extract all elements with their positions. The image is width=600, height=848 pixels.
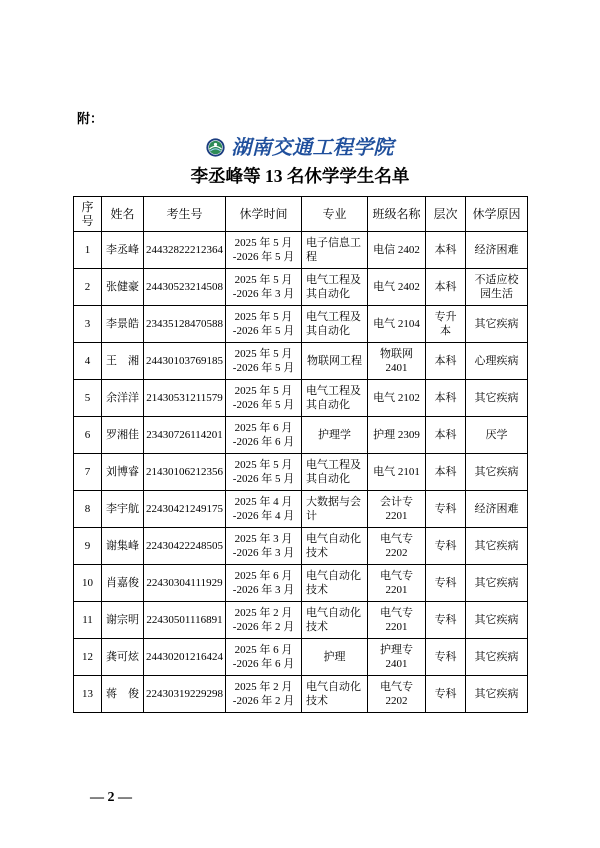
cell-level: 本科	[426, 380, 466, 417]
cell-period	[226, 232, 302, 269]
cell-exam-number: 22430304111929	[144, 565, 226, 602]
cell-serial: 10	[74, 565, 102, 602]
cell-name: 王 湘	[102, 343, 144, 380]
cell-period	[226, 676, 302, 713]
cell-serial: 9	[74, 528, 102, 565]
cell-class: 电气 2101	[368, 454, 426, 491]
period-start: 2025 年 2 月	[234, 680, 293, 693]
cell-class: 电信 2402	[368, 232, 426, 269]
major-text: 电气工程及其自动化	[306, 310, 361, 337]
cell-major	[302, 565, 368, 602]
period-start: 2025 年 2 月	[234, 606, 293, 619]
cell-exam-number: 22430501116891	[144, 602, 226, 639]
cell-exam-number: 23435128470588	[144, 306, 226, 343]
period-end: -2026 年 5 月	[232, 325, 295, 337]
cell-exam-number: 21430106212356	[144, 454, 226, 491]
period-end: -2026 年 3 月	[232, 584, 295, 596]
cell-exam-number: 23430726114201	[144, 417, 226, 454]
cell-period	[226, 380, 302, 417]
cell-period	[226, 639, 302, 676]
cell-exam-number: 24430103769185	[144, 343, 226, 380]
cell-period	[226, 306, 302, 343]
period-start: 2025 年 5 月	[234, 347, 293, 360]
cell-serial: 12	[74, 639, 102, 676]
cell-serial: 7	[74, 454, 102, 491]
cell-period	[226, 454, 302, 491]
cell-class: 电气专 2201	[368, 602, 426, 639]
cell-name: 罗湘佳	[102, 417, 144, 454]
cell-period	[226, 528, 302, 565]
period-start: 2025 年 6 月	[234, 643, 293, 656]
period-start: 2025 年 5 月	[234, 273, 293, 286]
period-start: 2025 年 5 月	[234, 384, 293, 397]
major-text: 护理	[323, 650, 346, 663]
table-row	[74, 676, 528, 713]
cell-exam-number: 22430421249175	[144, 491, 226, 528]
cell-period	[226, 565, 302, 602]
cell-reason: 心理疾病	[466, 343, 528, 380]
cell-name: 蒋 俊	[102, 676, 144, 713]
cell-exam-number: 22430319229298	[144, 676, 226, 713]
cell-period	[226, 491, 302, 528]
suspension-roster-table	[73, 196, 528, 713]
cell-class: 电气 2102	[368, 380, 426, 417]
cell-major	[302, 417, 368, 454]
school-emblem-icon	[206, 138, 225, 157]
cell-major	[302, 232, 368, 269]
page-number: — 2 —	[90, 790, 132, 805]
period-end: -2026 年 2 月	[232, 621, 295, 633]
major-text: 电气自动化技术	[306, 532, 361, 559]
cell-name: 余洋洋	[102, 380, 144, 417]
cell-major	[302, 602, 368, 639]
cell-reason: 其它疾病	[466, 306, 528, 343]
cell-name: 谢宗明	[102, 602, 144, 639]
period-end: -2026 年 5 月	[232, 251, 295, 263]
cell-name: 李丞峰	[102, 232, 144, 269]
period-end: -2026 年 3 月	[232, 547, 295, 559]
period-start: 2025 年 6 月	[234, 421, 293, 434]
period-end: -2026 年 6 月	[232, 436, 295, 448]
header-major: 专业	[302, 197, 368, 232]
cell-level: 本科	[426, 269, 466, 306]
period-end: -2026 年 5 月	[232, 362, 295, 374]
cell-level: 专科	[426, 676, 466, 713]
cell-name: 刘博睿	[102, 454, 144, 491]
cell-major	[302, 491, 368, 528]
cell-exam-number: 24430201216424	[144, 639, 226, 676]
cell-class: 护理专 2401	[368, 639, 426, 676]
header-level: 层次	[426, 197, 466, 232]
cell-major	[302, 528, 368, 565]
table-row	[74, 565, 528, 602]
cell-serial: 1	[74, 232, 102, 269]
cell-name: 谢集峰	[102, 528, 144, 565]
cell-reason: 经济困难	[466, 491, 528, 528]
period-start: 2025 年 5 月	[234, 310, 293, 323]
table-row	[74, 528, 528, 565]
period-end: -2026 年 3 月	[232, 288, 295, 300]
school-name: 湖南交通工程学院	[231, 135, 394, 159]
major-text: 护理学	[318, 428, 351, 441]
period-end: -2026 年 5 月	[232, 399, 295, 411]
cell-level: 本科	[426, 232, 466, 269]
attachment-label: 附：	[77, 112, 104, 127]
cell-level: 本科	[426, 343, 466, 380]
cell-class: 电气 2104	[368, 306, 426, 343]
major-text: 大数据与会计	[306, 495, 361, 522]
cell-level: 专科	[426, 639, 466, 676]
cell-reason: 其它疾病	[466, 380, 528, 417]
cell-level: 专科	[426, 528, 466, 565]
table-row	[74, 269, 528, 306]
major-text: 电气自动化技术	[306, 569, 361, 596]
table-row	[74, 491, 528, 528]
header-class: 班级名称	[368, 197, 426, 232]
cell-reason: 厌学	[466, 417, 528, 454]
cell-class: 物联网 2401	[368, 343, 426, 380]
table-row	[74, 306, 528, 343]
table-row	[74, 639, 528, 676]
period-end: -2026 年 2 月	[232, 695, 295, 707]
table-row	[74, 232, 528, 269]
major-text: 电气自动化技术	[306, 680, 361, 707]
cell-reason: 经济困难	[466, 232, 528, 269]
cell-reason: 其它疾病	[466, 454, 528, 491]
cell-major	[302, 639, 368, 676]
cell-exam-number: 24432822212364	[144, 232, 226, 269]
cell-name: 李景皓	[102, 306, 144, 343]
cell-serial: 6	[74, 417, 102, 454]
cell-class: 护理 2309	[368, 417, 426, 454]
cell-class: 电气专 2202	[368, 528, 426, 565]
header-reason: 休学原因	[466, 197, 528, 232]
period-start: 2025 年 5 月	[234, 236, 293, 249]
cell-major	[302, 269, 368, 306]
cell-level: 专升本	[426, 306, 466, 343]
cell-class: 电气专 2202	[368, 676, 426, 713]
major-text: 电气工程及其自动化	[306, 273, 361, 300]
major-text: 电子信息工程	[306, 236, 361, 263]
cell-level: 本科	[426, 417, 466, 454]
cell-reason: 不适应校园生活	[466, 269, 528, 306]
period-start: 2025 年 3 月	[234, 532, 293, 545]
cell-reason: 其它疾病	[466, 602, 528, 639]
cell-serial: 13	[74, 676, 102, 713]
cell-class: 会计专 2201	[368, 491, 426, 528]
cell-exam-number: 22430422248505	[144, 528, 226, 565]
table-header	[74, 197, 528, 232]
cell-level: 专科	[426, 491, 466, 528]
cell-reason: 其它疾病	[466, 565, 528, 602]
cell-serial: 3	[74, 306, 102, 343]
major-text: 电气工程及其自动化	[306, 458, 361, 485]
major-text: 电气自动化技术	[306, 606, 361, 633]
major-text: 电气工程及其自动化	[306, 384, 361, 411]
cell-major	[302, 343, 368, 380]
cell-period	[226, 343, 302, 380]
table-row	[74, 380, 528, 417]
header-serial: 序号	[74, 197, 102, 232]
cell-exam-number: 24430523214508	[144, 269, 226, 306]
period-start: 2025 年 6 月	[234, 569, 293, 582]
cell-period	[226, 417, 302, 454]
period-end: -2026 年 6 月	[232, 658, 295, 670]
period-end: -2026 年 4 月	[232, 510, 295, 522]
cell-exam-number: 21430531211579	[144, 380, 226, 417]
cell-name: 肖嘉俊	[102, 565, 144, 602]
school-logo	[0, 134, 600, 160]
cell-level: 专科	[426, 565, 466, 602]
table-row	[74, 417, 528, 454]
cell-reason: 其它疾病	[466, 639, 528, 676]
table-row	[74, 602, 528, 639]
cell-reason: 其它疾病	[466, 676, 528, 713]
cell-major	[302, 454, 368, 491]
header-name: 姓名	[102, 197, 144, 232]
cell-class: 电气专 2201	[368, 565, 426, 602]
cell-level: 专科	[426, 602, 466, 639]
cell-period	[226, 269, 302, 306]
cell-name: 龚可炫	[102, 639, 144, 676]
cell-class: 电气 2402	[368, 269, 426, 306]
cell-serial: 5	[74, 380, 102, 417]
cell-serial: 8	[74, 491, 102, 528]
period-start: 2025 年 4 月	[234, 495, 293, 508]
cell-major	[302, 306, 368, 343]
table-row	[74, 454, 528, 491]
cell-serial: 4	[74, 343, 102, 380]
major-text: 物联网工程	[307, 354, 362, 367]
cell-level: 本科	[426, 454, 466, 491]
header-exam-number: 考生号	[144, 197, 226, 232]
cell-serial: 11	[74, 602, 102, 639]
period-start: 2025 年 5 月	[234, 458, 293, 471]
document-title: 李丞峰等 13 名休学学生名单	[190, 166, 410, 186]
header-row	[74, 197, 528, 232]
cell-name: 李宇航	[102, 491, 144, 528]
header-period: 休学时间	[226, 197, 302, 232]
cell-period	[226, 602, 302, 639]
table-row	[74, 343, 528, 380]
cell-major	[302, 676, 368, 713]
cell-reason: 其它疾病	[466, 528, 528, 565]
period-end: -2026 年 5 月	[232, 473, 295, 485]
cell-major	[302, 380, 368, 417]
table-body	[74, 232, 528, 713]
cell-serial: 2	[74, 269, 102, 306]
cell-name: 张健豪	[102, 269, 144, 306]
